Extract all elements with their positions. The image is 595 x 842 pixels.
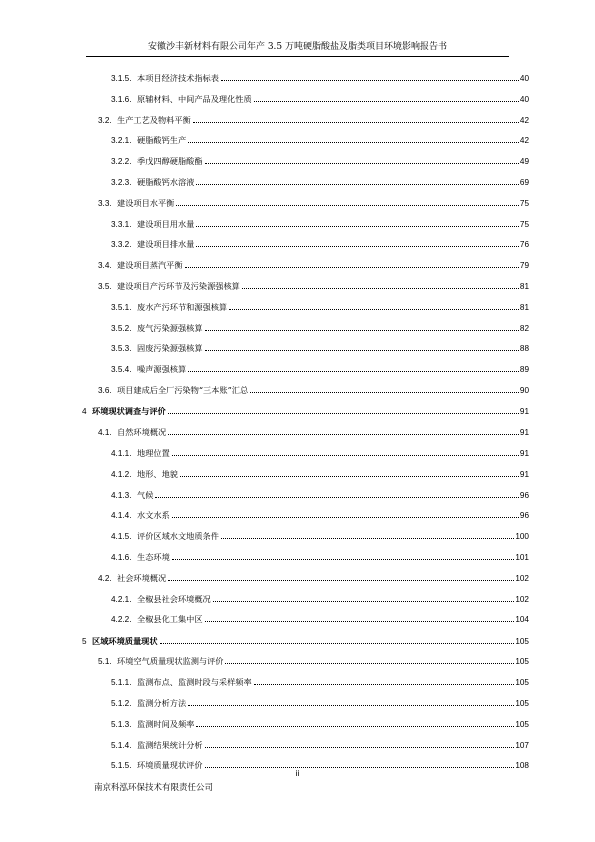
toc-leader-dots [213,601,515,602]
toc-entry-page: 108 [515,761,529,771]
toc-entry[interactable] [111,674,529,688]
toc-entry-page: 42 [519,136,529,146]
toc-entry-number: 5.1.5. [111,761,132,771]
toc-entry-number: 3.3. [98,198,112,208]
toc-entry[interactable] [98,278,529,292]
toc-leader-dots [205,747,515,748]
toc-leader-dots [254,684,515,685]
toc-entry-title: 固废污染源强核算 [137,343,203,354]
toc-entry[interactable] [111,445,529,459]
toc-leader-dots [196,226,519,227]
toc-entry-page: 40 [519,94,529,104]
toc-entry-number: 4.2.1. [111,594,132,604]
toc-entry[interactable] [111,466,529,480]
toc-entry-page: 82 [519,323,529,333]
toc-entry-number: 3.5.1. [111,302,132,312]
toc-entry-number: 3.3.2. [111,240,132,250]
toc-entry-title: 建设项目水平衡 [117,197,175,208]
toc-entry-number: 4.1.6. [111,552,132,562]
toc-entry-page: 91 [519,469,529,479]
toc-entry-number: 3.5.4. [111,365,132,375]
toc-entry-page: 105 [515,699,529,708]
toc-entry-number: 5.1.1. [111,678,132,688]
toc-entry[interactable] [111,299,529,313]
toc-entry[interactable] [111,91,529,105]
toc-entry-title: 环境空气质量现状监测与评价 [117,656,224,667]
toc-entry-page: 96 [519,490,529,500]
toc-entry[interactable] [111,361,529,375]
toc-entry[interactable] [98,382,529,396]
toc-entry-title: 自然环境概况 [117,427,167,438]
toc-entry[interactable] [111,320,529,334]
toc-entry-title: 废水产污环节和源强核算 [137,301,228,312]
toc-leader-dots [185,267,519,268]
toc-entry-page: 105 [515,636,529,646]
toc-entry-page: 104 [515,615,529,625]
toc-leader-dots [221,538,514,539]
toc-entry-title: 气候 [137,489,154,500]
toc-leader-dots [205,350,519,351]
toc-entry-page: 102 [515,573,529,583]
toc-entry-title: 硬脂酸钙水溶液 [137,177,195,187]
toc-entry-title: 项目建成后全厂污染物“三本账”汇总 [117,385,249,395]
toc-entry[interactable] [111,487,529,501]
toc-entry-page: 91 [519,407,529,417]
footer-company: 南京科泓环保技术有限责任公司 [94,783,214,793]
toc-leader-dots [225,663,514,664]
toc-entry-page: 89 [519,365,529,375]
page-number: ii [295,768,300,778]
toc-entry[interactable] [98,424,529,438]
toc-entry-page: 105 [515,657,529,667]
toc-leader-dots [196,726,514,727]
toc-entry[interactable] [82,403,529,417]
toc-entry-title: 建设项目蒸汽平衡 [117,260,183,271]
toc-entry-page: 69 [519,178,529,187]
toc-entry-title: 地理位置 [137,447,170,458]
toc-entry-title: 监测布点、监测时段与采样频率 [137,677,252,688]
toc-entry-page: 40 [519,74,529,83]
toc-entry-title: 监测分析方法 [137,698,187,708]
toc-leader-dots [250,392,519,393]
toc-leader-dots [172,455,519,456]
toc-entry-page: 102 [515,594,529,604]
toc-leader-dots [168,434,519,435]
toc-entry[interactable] [111,591,529,605]
toc-entry-title: 全椒县化工集中区 [137,614,203,625]
toc-entry[interactable] [111,716,529,730]
toc-leader-dots [205,330,519,331]
toc-entry[interactable] [111,340,529,354]
toc-entry-number: 4.1.1. [111,448,132,458]
toc-entry-title: 建设项目用水量 [137,218,195,229]
toc-entry-number: 3.2.3. [111,178,132,187]
toc-entry-page: 81 [519,282,529,291]
toc-entry-number: 3.5. [98,282,112,291]
toc-entry-number: 3.1.6. [111,94,132,104]
toc-entry-title: 全椒县社会环境概况 [137,593,211,604]
toc-entry-number: 4.1. [98,428,112,438]
toc-entry[interactable] [111,737,529,751]
toc-entry-number: 5 [82,636,87,646]
toc-leader-dots [205,621,515,622]
toc-leader-dots [221,80,519,81]
toc-entry-title: 环境现状调查与评价 [92,406,166,417]
toc-entry-page: 42 [519,115,529,125]
toc-leader-dots [168,413,519,414]
toc-entry-title: 生态环境 [137,551,170,562]
toc-entry-page: 96 [519,511,529,521]
toc-entry[interactable] [111,528,529,542]
toc-leader-dots [188,705,514,706]
toc-entry-number: 4.1.5. [111,532,132,542]
toc-entry-number: 4.2.2. [111,615,132,625]
toc-entry[interactable] [111,236,529,250]
toc-entry-number: 3.2. [98,115,112,125]
toc-leader-dots [242,288,519,289]
toc-entry-number: 5.1. [98,657,112,667]
toc-entry-number: 4.2. [98,573,112,583]
toc-entry[interactable] [111,174,529,188]
toc-entry-number: 3.6. [98,386,112,395]
toc-entry-page: 76 [519,240,529,250]
toc-entry-number: 4.1.2. [111,469,132,479]
toc-entry[interactable] [111,549,529,563]
toc-leader-dots [196,184,519,185]
toc-entry-number: 5.1.3. [111,719,132,729]
toc-leader-dots [172,517,519,518]
toc-entry-title: 噪声源强核算 [137,364,187,375]
toc-entry-title: 监测结果统计分析 [137,739,203,750]
toc-entry-page: 88 [519,344,529,354]
toc-entry[interactable] [111,611,529,625]
toc-entry-number: 3.5.2. [111,323,132,333]
toc-entry[interactable] [98,257,529,271]
toc-entry-page: 105 [515,678,529,688]
toc-entry-number: 4.1.3. [111,490,132,500]
toc-entry-number: 3.2.1. [111,136,132,146]
toc-entry-page: 91 [519,448,529,458]
toc-entry-number: 4 [82,407,87,417]
toc-entry[interactable] [111,70,529,84]
toc-entry-page: 81 [519,302,529,312]
toc-leader-dots [172,559,515,560]
toc-entry-title: 评价区域水文地质条件 [137,531,219,542]
toc-entry-title: 监测时间及频率 [137,718,195,729]
toc-entry[interactable] [98,112,529,126]
toc-entry[interactable] [111,132,529,146]
toc-entry-title: 水文水系 [137,510,170,521]
toc-entry-number: 3.1.5. [111,74,132,83]
toc-entry-page: 100 [515,532,529,542]
toc-entry-number: 3.2.2. [111,157,132,167]
toc-leader-dots [196,246,519,247]
toc-entry-page: 101 [515,552,529,562]
toc-leader-dots [176,205,519,206]
toc-entry[interactable] [111,507,529,521]
toc-entry[interactable] [98,653,529,667]
header-rule [86,56,509,57]
toc-entry[interactable] [98,195,529,209]
toc-entry-number: 5.1.4. [111,740,132,750]
toc-leader-dots [188,371,519,372]
toc-entry-page: 75 [519,198,529,208]
toc-entry-title: 生产工艺及物料平衡 [117,114,191,125]
toc-entry[interactable] [111,695,529,709]
toc-entry-title: 环境质量现状评价 [137,760,203,771]
toc-entry[interactable] [111,153,529,167]
toc-entry-page: 49 [519,157,529,167]
toc-leader-dots [188,142,519,143]
toc-leader-dots [155,497,519,498]
toc-entry-page: 107 [515,740,529,750]
toc-entry-title: 区域环境质量现状 [92,635,158,646]
toc-entry-title: 社会环境概况 [117,572,167,583]
toc-entry[interactable] [111,216,529,230]
toc-entry-number: 3.4. [98,261,112,271]
toc-entry-number: 3.3.1. [111,219,132,229]
toc-entry[interactable] [82,633,529,647]
toc-entry-page: 90 [519,386,529,395]
toc-entry-title: 硬脂酸钙生产 [137,135,187,146]
toc-entry-title: 建设项目排水量 [137,239,195,250]
running-header: 安徽沙丰新材料有限公司年产 3.5 万吨硬脂酸盐及脂类项目环境影响报告书 [147,42,448,52]
toc-entry-page: 75 [519,219,529,229]
toc-leader-dots [229,309,519,310]
toc-leader-dots [168,580,514,581]
toc-entry-number: 4.1.4. [111,511,132,521]
toc-entry-title: 地形、地貌 [137,468,178,479]
toc-entry-number: 3.5.3. [111,344,132,354]
toc-entry-title: 本项目经济技术指标表 [137,73,219,83]
toc-entry-title: 建设项目产污环节及污染源强核算 [117,281,240,291]
toc-entry-title: 原辅材料、中间产品及理化性质 [137,93,252,104]
toc-entry-title: 季戊四醇硬脂酸酯 [137,156,203,167]
toc-leader-dots [193,122,519,123]
toc-entry-page: 91 [519,428,529,438]
toc-leader-dots [160,643,515,644]
toc-entry[interactable] [98,570,529,584]
toc-entry-page: 105 [515,719,529,729]
toc-leader-dots [254,101,519,102]
toc-entry-number: 5.1.2. [111,699,132,708]
toc-leader-dots [205,163,519,164]
toc-entry-page: 79 [519,261,529,271]
toc-entry-title: 废气污染源强核算 [137,322,203,333]
toc-leader-dots [180,476,519,477]
